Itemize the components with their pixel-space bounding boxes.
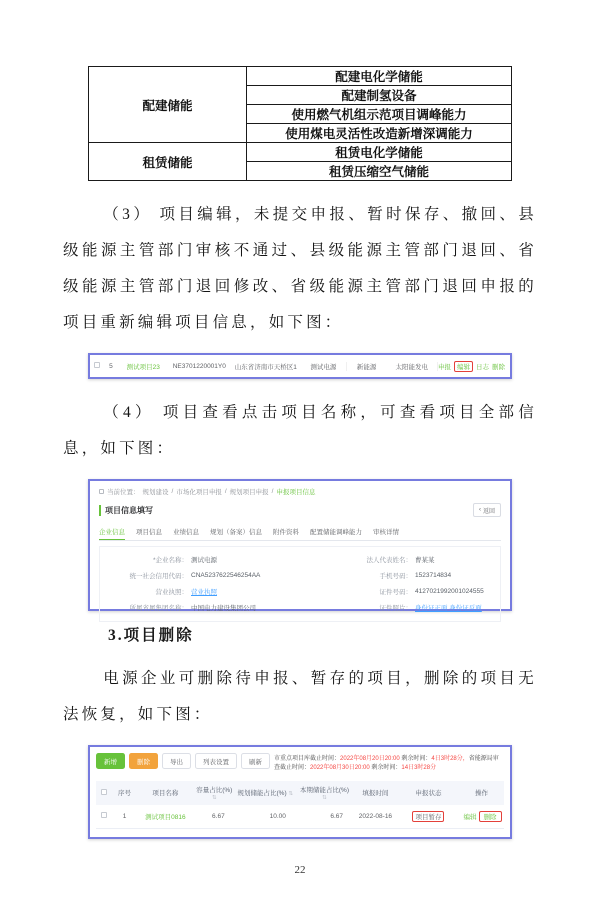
refresh-button[interactable]: 刷新: [241, 753, 270, 769]
status-cell: [398, 805, 459, 829]
breadcrumb-separator: /: [224, 488, 227, 495]
deadline-label: 剩余时间：: [371, 765, 402, 772]
export-button[interactable]: 导出: [162, 753, 191, 769]
edit-action-highlight: [454, 361, 473, 372]
project-name-link[interactable]: 测试项目23: [126, 363, 160, 371]
column-header-sortable[interactable]: [235, 781, 296, 805]
table-row: [96, 805, 504, 829]
tab-attachments[interactable]: 附件资料: [273, 529, 299, 536]
form-fields-panel: [99, 546, 501, 622]
item-cell: 配建电化学储能: [247, 67, 512, 86]
deadline-value: 2022年08月20日20:00: [340, 756, 402, 762]
section-heading-delete: 3.项目删除: [108, 627, 194, 644]
breadcrumb: [90, 481, 510, 496]
project-code-cell: NE3701220001Y0: [172, 362, 226, 370]
id-number-value: 4127021992001024555: [415, 587, 484, 595]
toolbar: [96, 753, 504, 774]
breadcrumb-separator: /: [171, 488, 174, 495]
seq-cell: 1: [112, 805, 136, 829]
column-header: 项目名称: [137, 781, 194, 805]
paragraph-project-view: （4） 项目查看点击项目名称，可查看项目全部信息，如下图：: [63, 404, 537, 457]
category-cell: 新能源: [356, 363, 377, 371]
breadcrumb-separator: /: [271, 488, 274, 495]
credit-code-value: CNA5237622546254AA: [191, 571, 261, 579]
declare-action[interactable]: 申报: [437, 363, 451, 371]
screenshot-project-edit-row: [88, 353, 512, 379]
tab-storage-capability[interactable]: 配置储能调峰能力: [310, 529, 362, 536]
company-name-value: 测试电源: [191, 556, 217, 564]
deadline-value: 4日3时28分，: [431, 756, 469, 762]
field-label: *企业名称：: [152, 556, 188, 564]
field-label: 证件号码：: [379, 588, 412, 596]
edit-action[interactable]: 编辑: [463, 813, 477, 821]
field-row: [100, 599, 500, 615]
breadcrumb-item[interactable]: 规划建设: [142, 489, 169, 496]
phone-value: 1523714834: [415, 571, 452, 579]
item-cell: 使用煤电灵活性改造新增深调能力: [247, 124, 512, 143]
sort-icon[interactable]: ⇅: [211, 794, 217, 801]
delete-action-highlight: [479, 811, 502, 822]
table-row: [89, 67, 512, 86]
breadcrumb-prefix: 当前位置：: [107, 489, 140, 496]
current-storage-ratio-cell: 6.67: [296, 805, 353, 829]
column-header-label: 本期储能占比(%): [299, 786, 349, 794]
column-header-label: 容量占比(%): [196, 786, 233, 794]
business-license-link[interactable]: 营业执照: [191, 588, 217, 596]
id-photo-links[interactable]: 身份证正面 身份证反面: [415, 604, 482, 612]
add-button[interactable]: 新增: [96, 753, 125, 769]
screenshot-project-info-form: [88, 479, 512, 611]
category-cell: 配建储能: [89, 67, 247, 143]
form-title: 项目信息填写: [99, 505, 153, 516]
category-cell: 租赁储能: [89, 143, 247, 181]
back-arrow-icon: ‹: [478, 507, 481, 513]
capacity-ratio-cell: 6.67: [194, 805, 235, 829]
item-cell: 租赁电化学储能: [247, 143, 512, 162]
breadcrumb-item-current: 申报项目信息: [276, 489, 316, 496]
location-icon: [99, 489, 104, 494]
log-action[interactable]: 日志: [475, 363, 489, 371]
column-header: 申报状态: [398, 781, 459, 805]
column-header-label: 规划储能占比(%): [237, 790, 287, 798]
storage-capability-table: [88, 66, 512, 181]
column-header-sortable[interactable]: [296, 781, 353, 805]
field-label: 营业执照：: [155, 588, 188, 596]
back-label: 返回: [482, 508, 495, 515]
item-cell: 租赁压缩空气储能: [247, 162, 512, 181]
tab-project-info[interactable]: 项目信息: [136, 529, 162, 536]
table-row: [89, 143, 512, 162]
column-header-sortable[interactable]: [194, 781, 235, 805]
item-cell: 配建制氢设备: [247, 86, 512, 105]
tab-review-detail[interactable]: 审核详情: [373, 529, 399, 536]
tab-performance-info[interactable]: 业绩信息: [173, 529, 199, 536]
sort-icon[interactable]: ⇅: [288, 791, 294, 798]
form-tabs: [99, 525, 501, 541]
sort-icon[interactable]: ⇅: [322, 794, 327, 801]
field-label: 法人代表姓名：: [366, 556, 412, 564]
status-badge: 项目暂存: [412, 811, 444, 822]
screenshot-project-delete-table: [88, 745, 512, 839]
edit-action[interactable]: 编辑: [456, 363, 470, 371]
legal-rep-value: 曹某某: [415, 556, 435, 564]
table-header-row: [96, 781, 504, 805]
row-actions: [459, 805, 504, 829]
fill-time-cell: 2022-08-16: [353, 805, 398, 829]
delete-action[interactable]: 删除: [483, 813, 497, 821]
deadline-label: 市重点项目库截止时间：: [274, 756, 341, 762]
header-checkbox-cell: [96, 781, 112, 805]
project-list-table: [96, 781, 504, 829]
tab-planning-info[interactable]: 规划（备案）信息: [210, 529, 262, 536]
tab-company-info[interactable]: 企业信息: [99, 525, 125, 540]
field-label: 证件照片：: [379, 604, 412, 612]
deadline-label: 剩余时间：: [401, 756, 432, 762]
select-all-checkbox[interactable]: [101, 789, 107, 795]
deadline-value: 14日3时28分: [401, 765, 437, 772]
field-row: [100, 551, 500, 567]
item-cell: 使用燃气机组示范项目调峰能力: [247, 105, 512, 124]
group-name-value: 中国电力建设集团公司: [191, 604, 256, 612]
delete-button[interactable]: 删除: [129, 753, 158, 769]
checkbox[interactable]: [94, 362, 100, 368]
list-settings-button[interactable]: 列表设置: [195, 753, 237, 769]
planned-storage-ratio-cell: 10.00: [235, 805, 296, 829]
field-row: [100, 583, 500, 599]
column-header: 操作: [459, 781, 504, 805]
field-label: 统一社会信用代码：: [129, 572, 188, 580]
page-number: 22: [294, 864, 306, 876]
subtype-cell: 太阳能发电: [387, 362, 438, 371]
seq-cell: 5: [109, 362, 113, 370]
field-label: 所属省属集团名称：: [129, 604, 188, 612]
deadline-value: 2022年08月30日20:00: [310, 765, 372, 772]
column-header: 序号: [112, 781, 136, 805]
paragraph-project-edit: （3） 项目编辑，未提交申报、暂时保存、撤回、县级能源主管部门审核不通过、县级能源主管部门退回、省级能源主管部门退回修改、省级能源主管部门退回申报的项目重新编辑项目信息，如下图：: [63, 206, 537, 331]
company-cell: 测试电源: [301, 362, 347, 371]
deadline-label: 省能源局审查截止时间：: [274, 756, 499, 772]
breadcrumb-item[interactable]: 市场化项目申报: [176, 489, 222, 496]
column-header: 填报时间: [353, 781, 398, 805]
row-checkbox-cell: [96, 805, 112, 829]
document-page: [0, 66, 600, 914]
row-checkbox-cell: [90, 362, 103, 370]
field-label: 手机号码：: [379, 572, 412, 580]
back-button[interactable]: [473, 503, 501, 517]
breadcrumb-item[interactable]: 规划项目申报: [229, 489, 269, 496]
project-name-link[interactable]: 测试项目0816: [137, 805, 194, 829]
region-cell: 山东省济南市天桥区1: [234, 363, 297, 371]
deadline-notice: [274, 753, 504, 774]
form-title-row: [90, 503, 510, 517]
paragraph-project-delete: 电源企业可删除待申报、暂存的项目，删除的项目无法恢复，如下图：: [63, 670, 537, 723]
delete-action[interactable]: 删除: [491, 363, 505, 371]
field-row: [100, 567, 500, 583]
row-checkbox[interactable]: [101, 812, 107, 818]
row-actions: [438, 361, 510, 372]
